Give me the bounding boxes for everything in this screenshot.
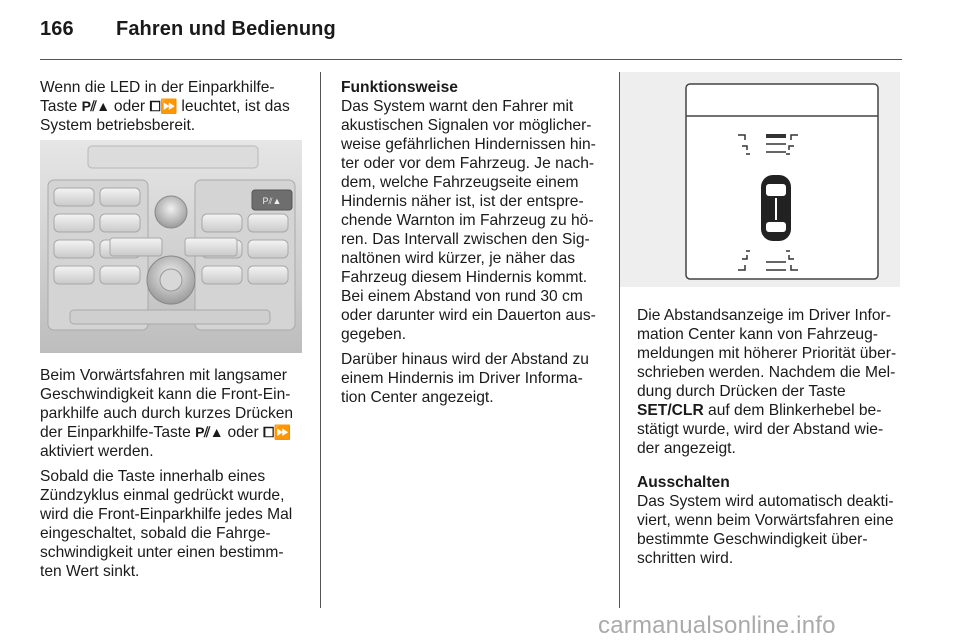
- page-title: Fahren und Bedienung: [116, 18, 336, 40]
- text-line: naltönen wird kürzer, je näher das: [341, 250, 576, 267]
- set-clr-key: SET/CLR: [637, 402, 704, 419]
- text-line: der Einparkhilfe-Taste P⫽▲ oder ⧠⏩: [40, 424, 291, 441]
- text-line: Darüber hinaus wird der Abstand zu: [341, 351, 589, 368]
- text-line: einem Hindernis im Driver Informa-: [341, 370, 583, 387]
- park-button-symbol: P⫽▲: [81, 98, 110, 114]
- text-line: meldungen mit höherer Priorität über-: [637, 345, 897, 362]
- text-line: akustischen Signalen vor möglicher-: [341, 117, 592, 134]
- text-line: tion Center angezeigt.: [341, 389, 494, 406]
- column-3: [637, 306, 907, 568]
- text-line: SET/CLR auf dem Blinkerhebel be-: [637, 402, 882, 419]
- text-line: ren. Das Intervall zwischen den Sig-: [341, 231, 590, 248]
- text-line: eingeschaltet, sobald die Fahrge-: [40, 525, 271, 542]
- column-1-top: [40, 78, 310, 135]
- text-line: bestimmte Geschwindigkeit über-: [637, 531, 868, 548]
- text-line: ten Wert sinkt.: [40, 563, 140, 580]
- text-line: viert, wenn beim Vorwärtsfahren eine: [637, 512, 894, 529]
- text-line: Zündzyklus einmal gedrückt wurde,: [40, 487, 285, 504]
- text-line: schwindigkeit unter einen bestimm-: [40, 544, 284, 561]
- text-line: System betriebsbereit.: [40, 117, 196, 134]
- text-line: schrieben werden. Nachdem die Mel-: [637, 364, 896, 381]
- text-line: chende Warnton im Fahrzeug zu hö-: [341, 212, 594, 229]
- text-line: aktiviert werden.: [40, 443, 154, 460]
- text-line: Taste P⫽▲ oder ⧠⏩ leuchtet, ist das: [40, 98, 290, 115]
- text-line: stätigt wurde, wird der Abstand wie-: [637, 421, 884, 438]
- column-divider-1: [320, 72, 321, 608]
- text-line: mation Center kann von Fahrzeug-: [637, 326, 878, 343]
- text-line: Die Abstandsanzeige im Driver Infor-: [637, 307, 891, 324]
- text-line: schritten wird.: [637, 550, 734, 567]
- section-heading-ausschalten: Ausschalten: [637, 474, 730, 491]
- distance-display-diagram: [620, 72, 900, 287]
- park-button-symbol: P⫽▲: [195, 424, 224, 440]
- svg-text:P⫽▲: P⫽▲: [262, 196, 282, 206]
- watermark: carmanualsonline.info: [598, 612, 836, 639]
- page-header: [40, 18, 336, 41]
- column-2: [341, 78, 613, 407]
- page-number: 166: [40, 18, 74, 40]
- text-line: wird die Front-Einparkhilfe jedes Mal: [40, 506, 293, 523]
- text-line: dem, welche Fahrzeugseite einem: [341, 174, 579, 191]
- text-line: Das System wird automatisch deakti-: [637, 493, 894, 510]
- park-sensor-symbol: ⧠⏩: [149, 98, 178, 114]
- section-heading-funktionsweise: Funktionsweise: [341, 79, 458, 96]
- text-line: Wenn die LED in der Einparkhilfe-: [40, 79, 275, 96]
- text-line: Geschwindigkeit kann die Front-Ein-: [40, 386, 291, 403]
- header-rule: [40, 59, 902, 60]
- text-line: Bei einem Abstand von rund 30 cm: [341, 288, 583, 305]
- text-line: parkhilfe auch durch kurzes Drücken: [40, 405, 294, 422]
- text-line: oder darunter wird ein Dauerton aus-: [341, 307, 596, 324]
- text-line: weise gefährlichen Hindernissen hin-: [341, 136, 596, 153]
- text-line: Hindernis näher ist, ist der entspre-: [341, 193, 584, 210]
- text-line: ter oder vor dem Fahrzeug. Je nach-: [341, 155, 595, 172]
- column-1-bottom: [40, 366, 310, 581]
- text-line: Sobald die Taste innerhalb eines: [40, 468, 266, 485]
- park-sensor-symbol: ⧠⏩: [263, 424, 291, 440]
- text-line: gegeben.: [341, 326, 407, 343]
- text-line: der angezeigt.: [637, 440, 736, 457]
- text-line: Beim Vorwärtsfahren mit langsamer: [40, 367, 287, 384]
- text-line: dung durch Drücken der Taste: [637, 383, 846, 400]
- text-line: Das System warnt den Fahrer mit: [341, 98, 574, 115]
- console-photo: [40, 140, 302, 353]
- text-line: Fahrzeug diesem Hindernis kommt.: [341, 269, 588, 286]
